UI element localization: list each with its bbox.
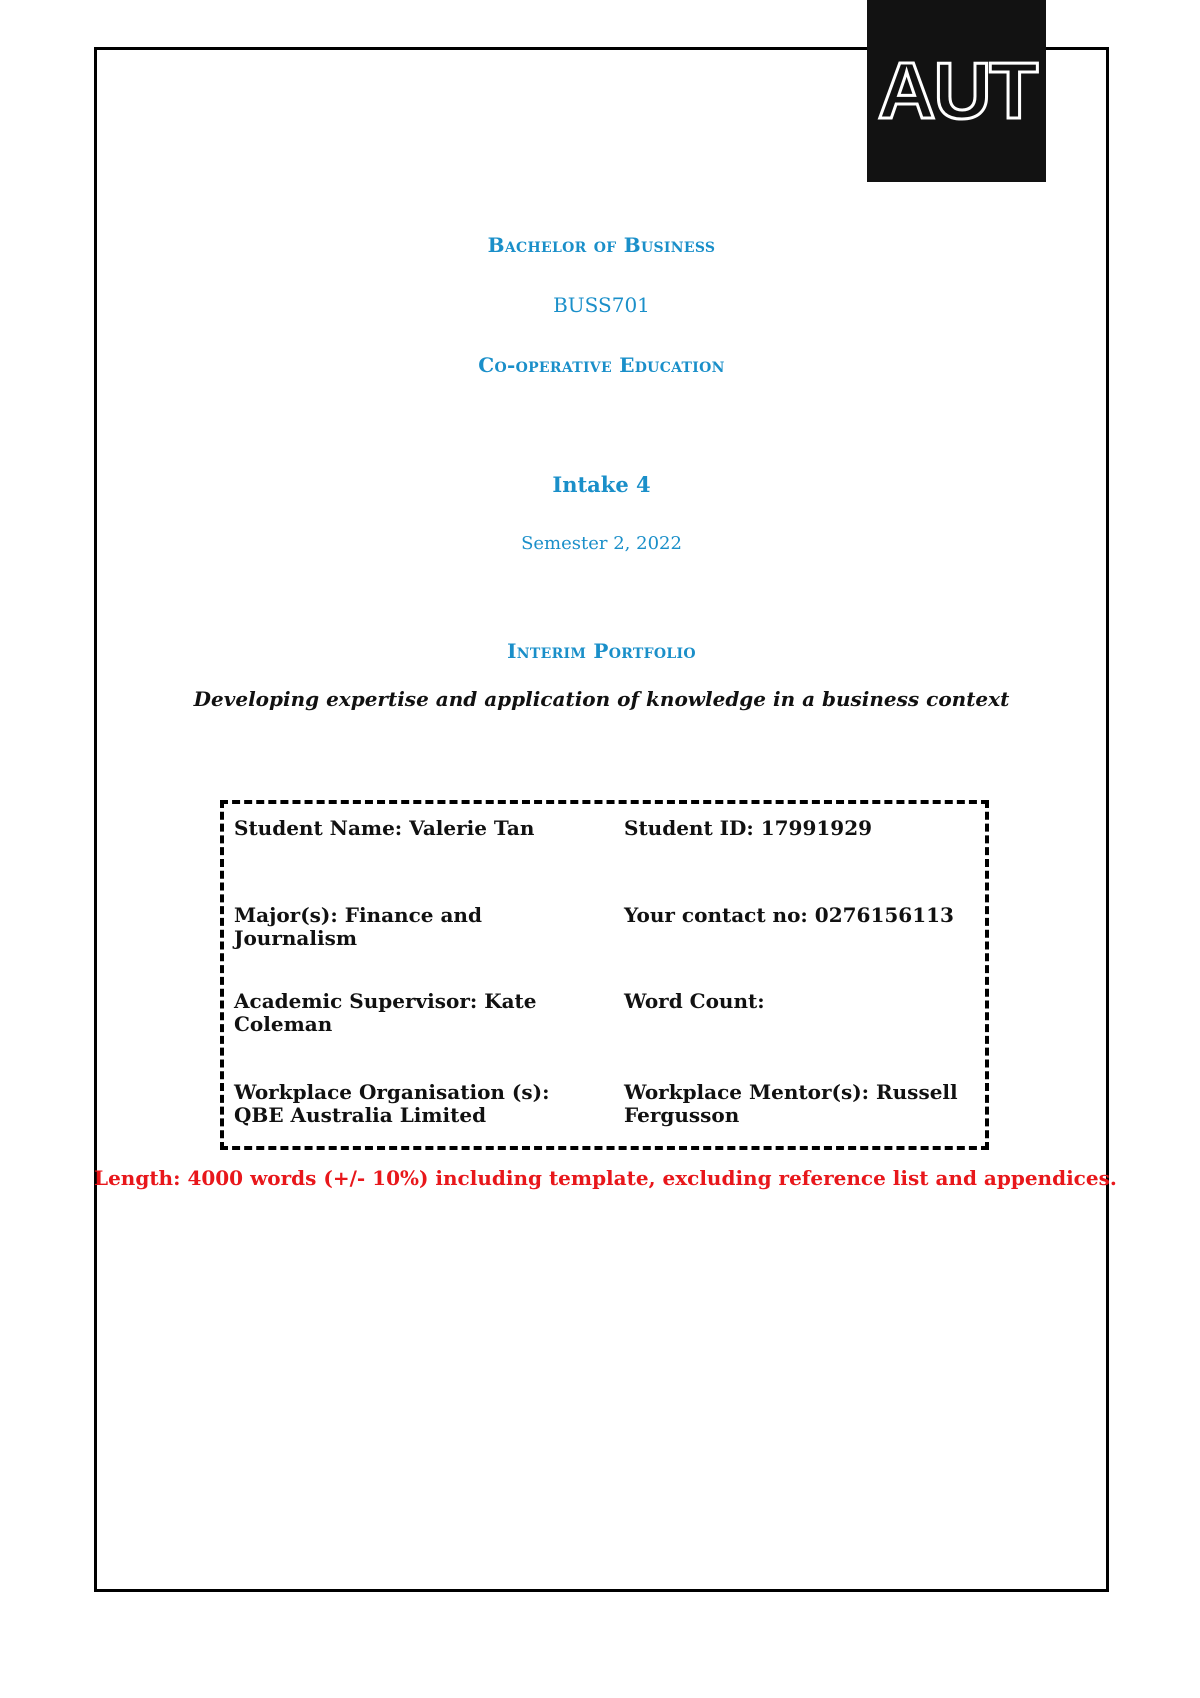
semester-label: Semester 2, 2022 (521, 533, 682, 554)
portfolio-title: Interim Portfolio (507, 639, 696, 663)
aut-logo (867, 0, 1046, 182)
student-name: Student Name: Valerie Tan (234, 816, 535, 840)
course-code: BUSS701 (553, 293, 650, 317)
intake-label: Intake 4 (552, 472, 651, 497)
workplace-organisation: Workplace Organisation (s): QBE Australia Limited (234, 1080, 550, 1127)
aut-logo-icon (877, 46, 1036, 135)
workplace-mentor: Workplace Mentor(s): Russell Fergusson (624, 1080, 958, 1127)
aut-logo-text: AUT (877, 46, 1036, 135)
word-count: Word Count: (624, 989, 765, 1013)
majors: Major(s): Finance and Journalism (234, 903, 482, 950)
course-name: Co-operative Education (478, 353, 725, 377)
length-note: Length: 4000 words (+/- 10%) including template, excluding reference list and appendices. (94, 1166, 1117, 1190)
degree-title: Bachelor of Business (487, 233, 716, 257)
student-id: Student ID: 17991929 (624, 816, 873, 840)
student-info-box (220, 800, 989, 1150)
contact-number: Your contact no: 0276156113 (624, 903, 954, 927)
academic-supervisor: Academic Supervisor: Kate Coleman (234, 989, 537, 1036)
portfolio-subtitle: Developing expertise and application of knowledge in a business context (193, 687, 1010, 711)
